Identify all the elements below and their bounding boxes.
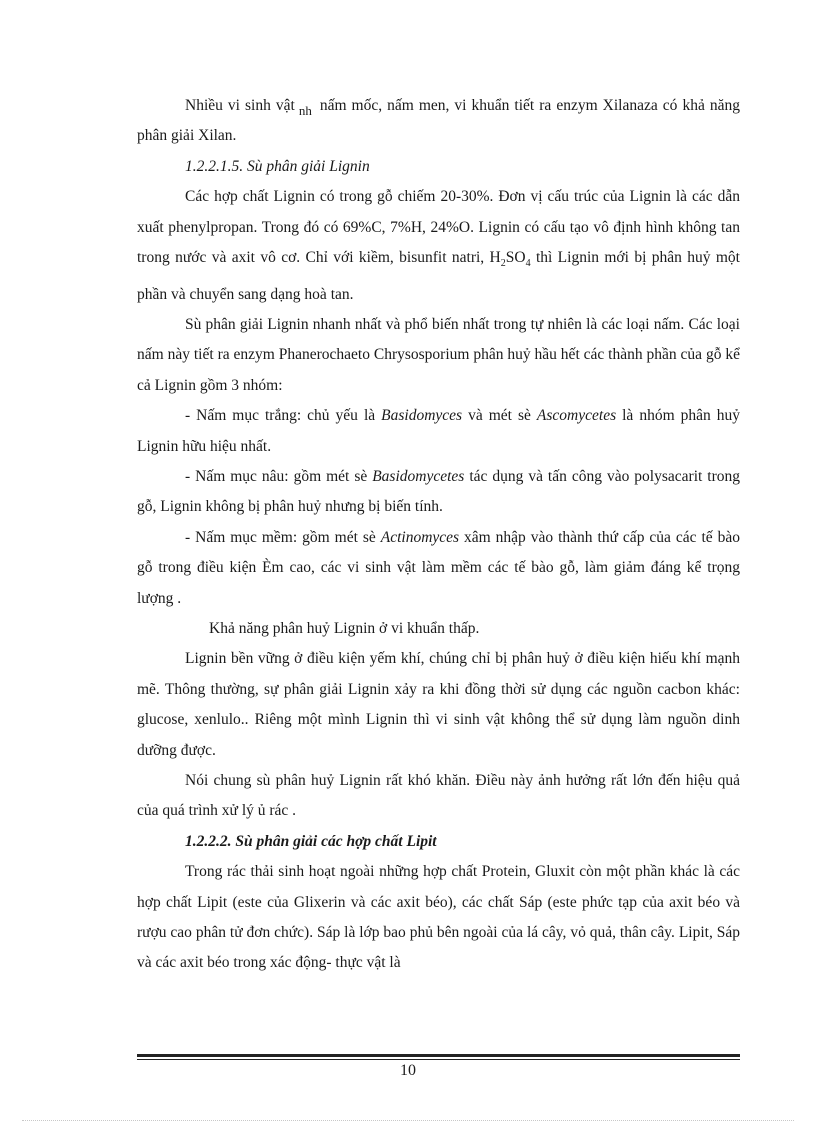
page-boundary bbox=[22, 1120, 794, 1121]
list-item: - Nấm mục nâu: gồm mét sè Basidomycetes tác dụng và tấn công vào polysacarit trong gỗ, Lignin không bị phân huỷ nhưng bị biến tính. bbox=[137, 467, 741, 516]
paragraph: Trong rác thải sinh hoạt ngoài những hợp chất Protein, Gluxit còn một phần khác là các hợp chất Lipit (este của Glixerin và các axit béo), các chất Sáp (este phức tạp của axit béo và rượu cao phân tử đơn chức). Sáp là lớp bao phủ bên ngoài của lá cây, vỏ quả, thân cây. Lipit, Sáp và các axit béo trong xác động- thực vật là bbox=[137, 863, 740, 972]
paragraph: Nhiều vi sinh vật $_{nh}$ nấm mốc, nấm men, vi khuẩn tiết ra enzym Xilanaza có khả năng phân giải Xilan. bbox=[137, 97, 740, 145]
section-heading: 1.2.2.2. Sù phân giải các hợp chất Lipit bbox=[185, 832, 437, 850]
stray-subscript: nh bbox=[298, 103, 312, 118]
list-item: - Nấm mục trắng: chủ yếu là Basidomyces và mét sè Ascomycetes là nhóm phân huỷ Lignin hữu hiệu nhất. bbox=[137, 407, 741, 455]
paragraph: Các hợp chất Lignin có trong gỗ chiếm 20-30%. Đơn vị cấu trúc của Lignin là các dẫn xuất phenylpropan. Trong đó có 69%C, 7%H, 24%O. Lignin có cấu tạo vô định hình không tan trong nước và axit vô cơ. Chỉ với kiềm, bisunfit natri, $H_2SO_4$ thì Lignin mới bị phân huỷ một phần và chuyển sang dạng hoà tan. bbox=[137, 188, 740, 303]
body-text bbox=[137, 91, 740, 979]
section-heading: 1.2.2.1.5. Sù phân giải Lignin bbox=[185, 157, 370, 175]
paragraph: Nói chung sù phân huỷ Lignin rất khó khăn. Điều này ảnh hưởng rất lớn đến hiệu quả của quá trình xử lý ủ rác . bbox=[137, 772, 740, 820]
footer-rule bbox=[137, 1054, 740, 1057]
paragraph: Sù phân giải Lignin nhanh nhất và phổ biến nhất trong tự nhiên là các loại nấm. Các loại nấm này tiết ra enzym Phanerochaeto Chrysosporium phân huỷ hầu hết các thành phần của gỗ kể cả Lignin gồm 3 nhóm: bbox=[137, 315, 740, 394]
list-item: - Nấm mục mềm: gồm mét sè Actinomyces xâm nhập vào thành thứ cấp của các tế bào gỗ trong điều kiện Èm cao, các vi sinh vật làm mềm các tế bào gỗ, làm giảm đáng kể trọng lượng . bbox=[137, 528, 741, 607]
page-number: 10 bbox=[400, 1062, 416, 1079]
paragraph: Khả năng phân huỷ Lignin ở vi khuẩn thấp. bbox=[209, 620, 480, 637]
footer-rule bbox=[137, 1059, 740, 1060]
paragraph: Lignin bền vững ở điều kiện yếm khí, chúng chỉ bị phân huỷ ở điều kiện hiếu khí mạnh mẽ. Thông thường, sự phân giải Lignin xảy ra khi đồng thời sử dụng các nguồn cacbon khác: glucose, xenlulo.. Riêng một mình Lignin thì vi sinh vật không thể sử dụng làm nguồn dinh dưỡng được. bbox=[137, 650, 740, 759]
